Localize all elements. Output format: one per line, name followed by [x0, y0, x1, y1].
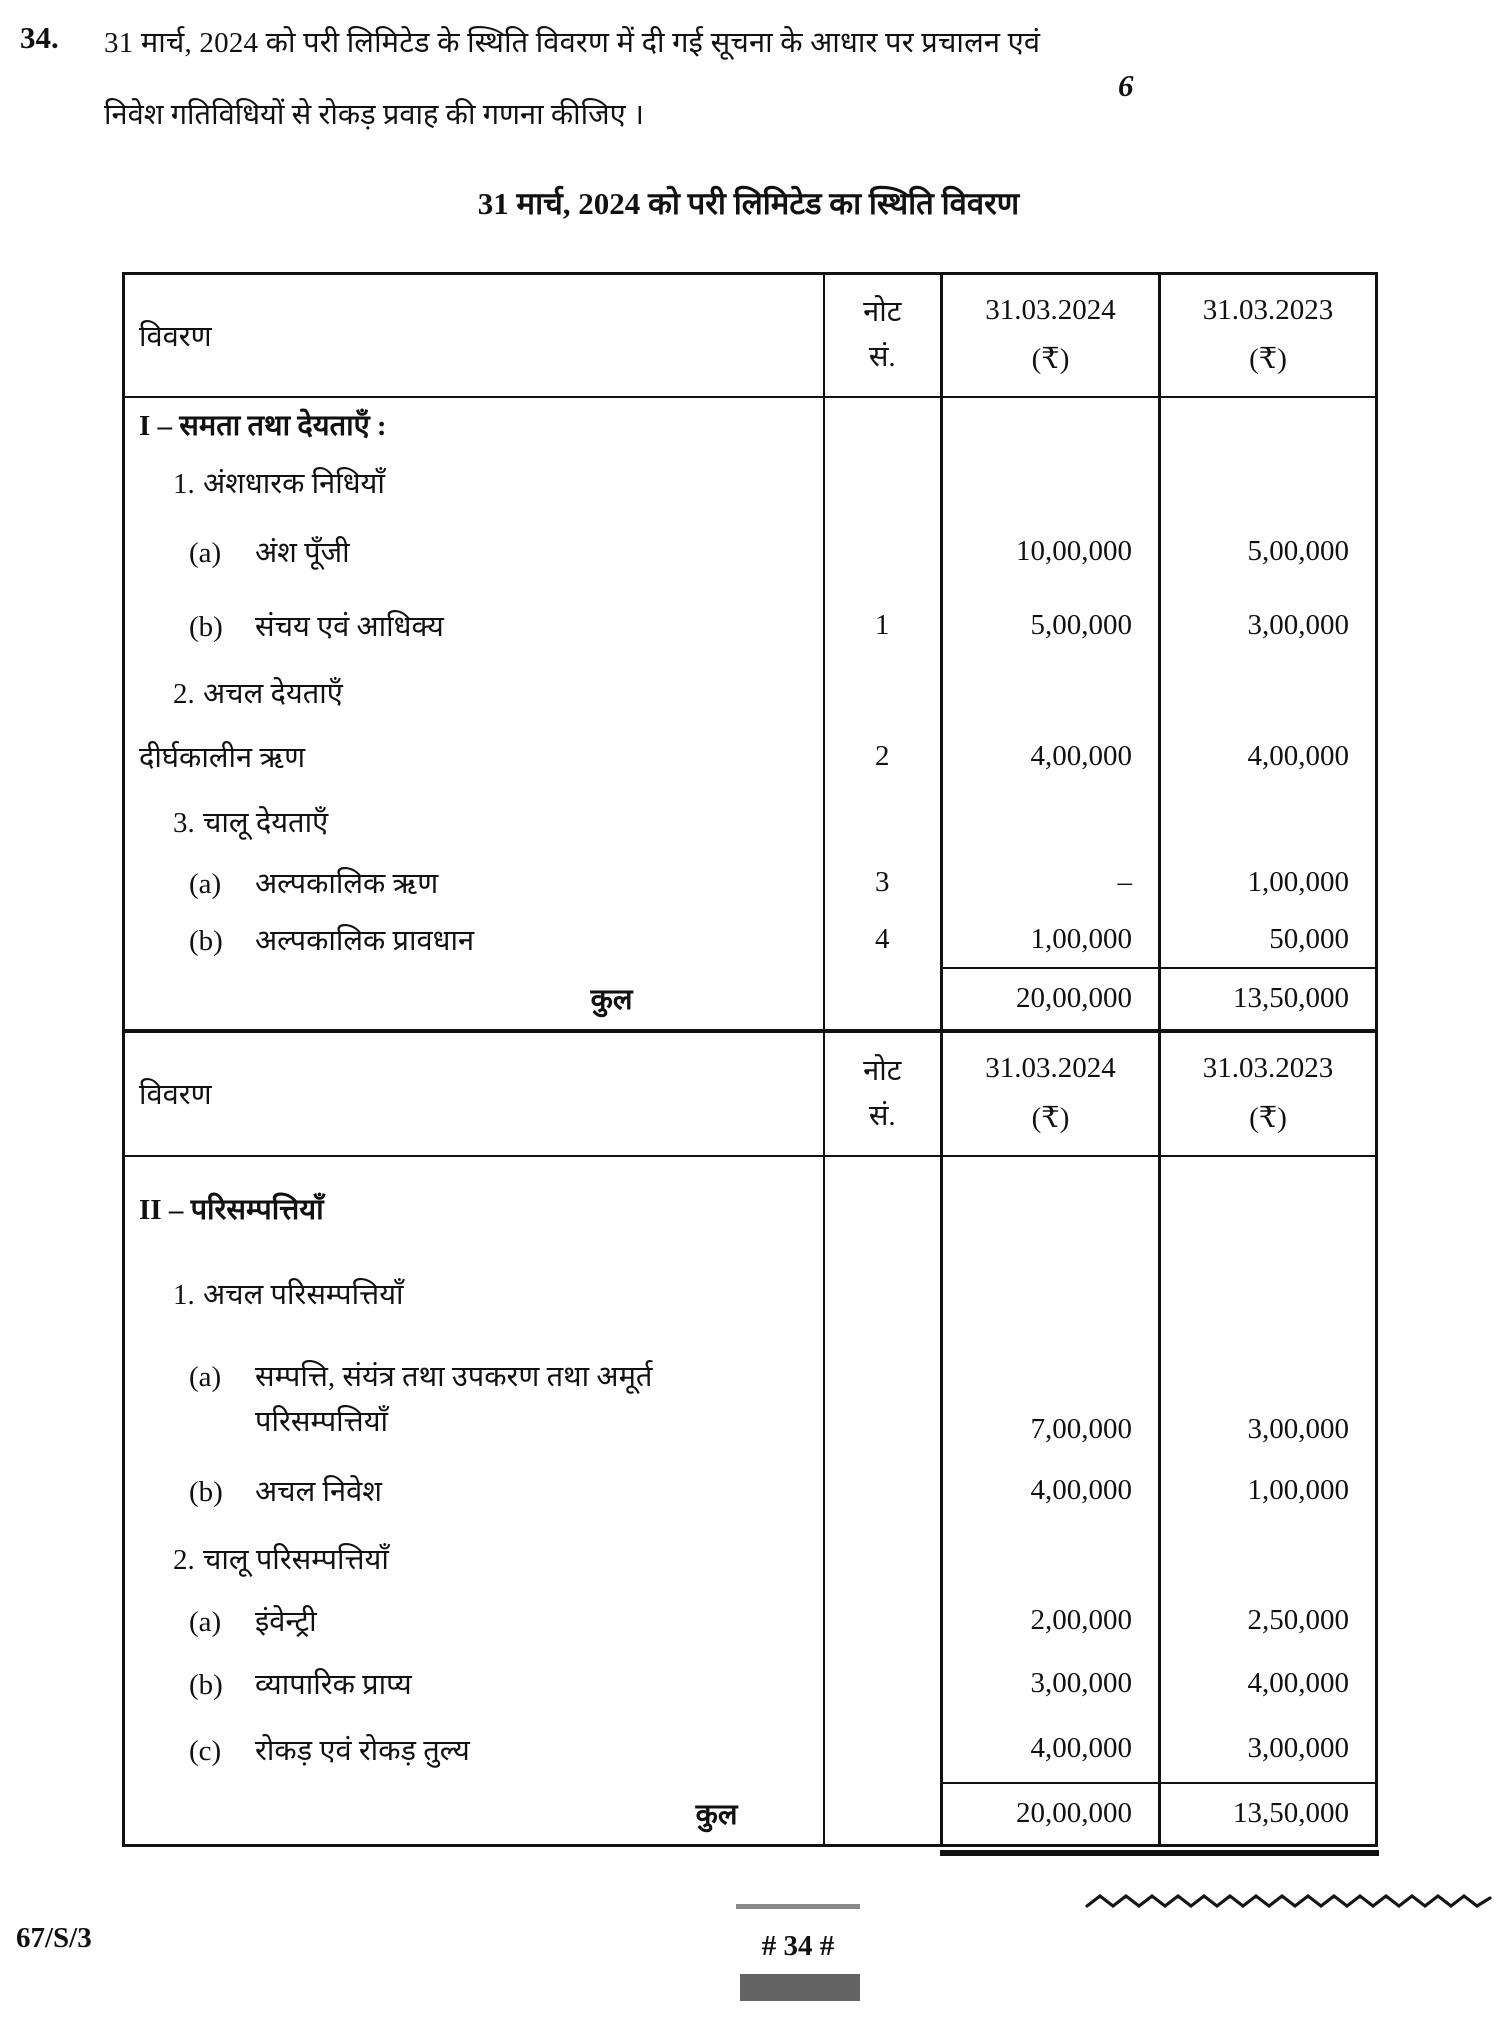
value-2024: 7,00,000: [942, 1341, 1160, 1456]
header-note-line2: सं.: [868, 1099, 896, 1132]
row-label: सम्पत्ति, संयंत्र तथा उपकरण तथा अमूर्त: [255, 1361, 653, 1393]
table-row: [124, 590, 1377, 662]
row-num: (a): [189, 1606, 222, 1638]
value-2024: 4,00,000: [942, 1456, 1160, 1526]
total-2023: 13,50,000: [1160, 968, 1377, 1031]
header-date-2023: 31.03.2023: [1202, 1052, 1334, 1085]
note-no: 3: [824, 854, 942, 912]
section1-total-row: [124, 968, 1377, 1031]
value-2023: 1,00,000: [1160, 1456, 1377, 1526]
header-col-2024: [942, 274, 1160, 397]
value-2023: 4,00,000: [1160, 1651, 1377, 1716]
table-row: [124, 1246, 1377, 1341]
header-note-line1: नोट: [863, 296, 902, 329]
row-label: अल्पकालिक प्रावधान: [255, 925, 475, 957]
total-label: कुल: [695, 1798, 738, 1831]
table-row: [124, 1341, 1377, 1456]
header-date-2023: 31.03.2023: [1202, 293, 1334, 326]
value-2024: 4,00,000: [942, 724, 1160, 790]
row-num: 2.: [173, 678, 195, 710]
value-2024: 4,00,000: [942, 1716, 1160, 1783]
value-2023: 1,00,000: [1160, 854, 1377, 912]
row-label-line2: परिसम्पत्तियाँ: [255, 1406, 389, 1438]
table-row: [124, 912, 1377, 968]
row-num: (b): [189, 1476, 223, 1508]
header-col-2023: [1160, 1031, 1377, 1156]
header-date-2024: 31.03.2024: [985, 293, 1116, 326]
value-2023: 5,00,000: [1160, 514, 1377, 590]
marks-value: 6: [1118, 68, 1134, 103]
section1-heading: I – समता तथा देयताएँ :: [139, 410, 387, 442]
row-label: संचय एवं आधिक्य: [255, 611, 444, 643]
row-label: अल्पकालिक ऋण: [255, 868, 439, 900]
header-particulars: विवरण: [124, 1031, 824, 1156]
squiggle-divider: [1085, 1886, 1505, 1916]
value-2023: 50,000: [1160, 912, 1377, 968]
value-2024: –: [942, 854, 1160, 912]
table-row: [124, 1716, 1377, 1783]
total-2024: 20,00,000: [942, 1783, 1160, 1846]
header-col-2023: [1160, 274, 1377, 397]
row-num: (b): [189, 1668, 223, 1701]
balance-sheet-table: [122, 272, 1378, 1847]
value-2024: 1,00,000: [942, 912, 1160, 968]
balance-sheet-title: 31 मार्च, 2024 को परी लिमिटेड का स्थिति विवरण: [477, 186, 1020, 221]
row-num: (b): [189, 925, 223, 957]
header-note-no: [824, 1031, 942, 1156]
balance-sheet-table-wrap: [122, 272, 1379, 1847]
row-num: (c): [189, 1734, 222, 1767]
row-label: व्यापारिक प्राप्य: [255, 1668, 412, 1701]
header-particulars: विवरण: [124, 274, 824, 397]
value-2023: 3,00,000: [1160, 1716, 1377, 1783]
value-2023: 4,00,000: [1160, 724, 1377, 790]
row-label: दीर्घकालीन ऋण: [139, 742, 306, 774]
table-row: [124, 514, 1377, 590]
row-label: अचल निवेश: [255, 1476, 382, 1508]
header-col-2024: [942, 1031, 1160, 1156]
value-2023: 2,50,000: [1160, 1591, 1377, 1651]
row-num: 3.: [173, 807, 195, 839]
paper-code: 67/S/3: [16, 1922, 92, 1954]
row-label: अंशधारक निधियाँ: [203, 468, 385, 500]
row-num: (a): [189, 868, 222, 900]
row-label: चालू परिसम्पत्तियाँ: [203, 1543, 389, 1576]
row-label: अंश पूँजी: [255, 537, 350, 569]
table-row: [124, 1591, 1377, 1651]
section1-heading-row: [124, 397, 1377, 452]
page-number: # 34 #: [761, 1930, 835, 1962]
table-header-2: [124, 1031, 1377, 1156]
value-2024: 5,00,000: [942, 590, 1160, 662]
table-row: [124, 662, 1377, 724]
table-row: [124, 790, 1377, 854]
row-label: चालू देयताएँ: [203, 807, 329, 839]
note-no: 1: [824, 590, 942, 662]
section2-heading: II – परिसम्पत्तियाँ: [139, 1193, 324, 1226]
header-note-line2: सं.: [868, 341, 896, 374]
total-2024: 20,00,000: [942, 968, 1160, 1031]
header-note-no: [824, 274, 942, 397]
row-num: 2.: [173, 1543, 195, 1576]
value-2024: 2,00,000: [942, 1591, 1160, 1651]
row-label: अचल परिसम्पत्तियाँ: [203, 1278, 404, 1311]
header-currency-2024: (₹): [1031, 343, 1070, 376]
table-row: [124, 854, 1377, 912]
amount-columns-underline: [940, 1850, 1379, 1856]
header-currency-2023: (₹): [1249, 1101, 1287, 1134]
footer-divider-line: [736, 1904, 860, 1909]
section2-total-row: [124, 1783, 1377, 1846]
value-2024: 10,00,000: [942, 514, 1160, 590]
table-header-1: [124, 274, 1377, 397]
header-currency-2024: (₹): [1031, 1101, 1070, 1134]
footer-gray-bar: [740, 1974, 860, 2001]
total-2023: 13,50,000: [1160, 1783, 1377, 1846]
note-no: 2: [824, 724, 942, 790]
question-text-line2: निवेश गतिविधियों से रोकड़ प्रवाह की गणना कीजिए ।: [104, 99, 644, 131]
row-label: इंवेन्ट्री: [255, 1606, 317, 1638]
table-row: [124, 1526, 1377, 1591]
question-number: 34.: [20, 20, 59, 55]
question-text-line1: 31 मार्च, 2024 को परी लिमिटेड के स्थिति विवरण में दी गई सूचना के आधार पर प्रचालन एवं: [104, 27, 1041, 59]
header-note-line1: नोट: [863, 1054, 902, 1087]
table-row: [124, 724, 1377, 790]
row-label: अचल देयताएँ: [203, 678, 343, 710]
row-num: 1.: [173, 1278, 195, 1311]
header-currency-2023: (₹): [1249, 343, 1287, 376]
row-num: (a): [189, 1361, 222, 1393]
value-2023: 3,00,000: [1160, 590, 1377, 662]
value-2024: 3,00,000: [942, 1651, 1160, 1716]
section2-heading-row: [124, 1156, 1377, 1246]
note-no: 4: [824, 912, 942, 968]
header-date-2024: 31.03.2024: [985, 1052, 1116, 1085]
row-label: रोकड़ एवं रोकड़ तुल्य: [255, 1734, 470, 1767]
row-num: (b): [189, 611, 223, 643]
value-2023: 3,00,000: [1160, 1341, 1377, 1456]
row-num: 1.: [173, 468, 195, 500]
total-label: कुल: [590, 983, 633, 1016]
table-row: [124, 1651, 1377, 1716]
row-num: (a): [189, 537, 222, 569]
table-row: [124, 452, 1377, 514]
table-row: [124, 1456, 1377, 1526]
